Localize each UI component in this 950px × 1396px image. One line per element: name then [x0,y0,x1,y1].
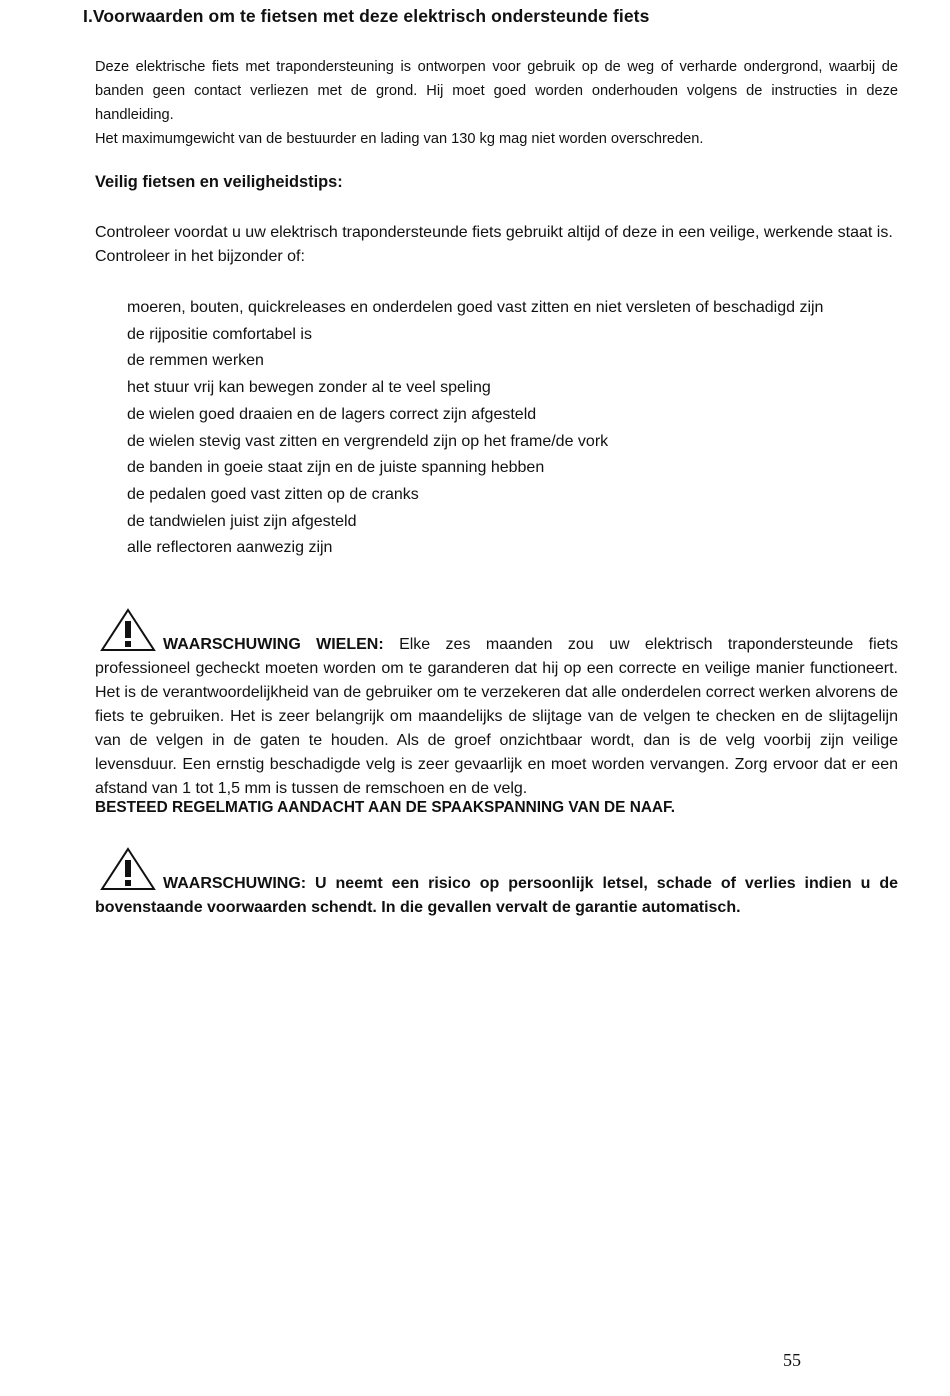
list-item: de remmen werken [127,352,264,370]
intro-paragraph-1: Deze elektrische fiets met trapondersteuning is ontworpen voor gebruik op de weg of verharde ondergrond, waarbij de banden geen contact verliezen met de grond. Hij moet goed worden onderhouden volgens de instructies in deze handleiding. [95,59,898,123]
check-intro: Controleer voordat u uw elektrisch trapondersteunde fiets gebruikt altijd of deze in een veilige, werkende staat is. Controleer in het bijzonder of: [95,224,893,265]
list-item: moeren, bouten, quickreleases en onderdelen goed vast zitten en niet versleten of beschadigd zijn [127,299,824,316]
list-item: alle reflectoren aanwezig zijn [127,539,333,557]
warning-general-text: WAARSCHUWING: U neemt een risico op persoonlijk letsel, schade of verlies indien u de bovenstaande voorwaarden schendt. In die gevallen vervalt de garantie automatisch. [95,875,898,916]
section-title: I.Voorwaarden om te fietsen met deze elektrisch ondersteunde fiets [83,6,650,26]
spoke-tension-note: BESTEED REGELMATIG AANDACHT AAN DE SPAAKSPANNING VAN DE NAAF. [95,799,676,816]
page-number: 55 [783,1350,801,1370]
list-item: de wielen goed draaien en de lagers correct zijn afgesteld [127,405,537,423]
intro-text [95,55,898,151]
warning-general [95,847,898,920]
warning-triangle-icon [99,847,157,891]
warning-triangle-icon [99,608,157,652]
safety-heading: Veilig fietsen en veiligheidstips: [95,173,343,191]
list-item: de wielen stevig vast zitten en vergrendeld zijn op het frame/de vork [127,432,609,450]
list-item: het stuur vrij kan bewegen zonder al te veel speling [127,379,491,397]
warning-wheels-text: Elke zes maanden zou uw elektrisch trapondersteunde fiets professioneel gecheckt moeten worden om te garanderen dat hij op een correcte en veilige manier functioneert. Het is de verantwoordelijkheid van de gebruiker om te verzekeren dat alle onderdelen correct werken alvorens de fiets te gebruiken. Het is zeer belangrijk om maandelijks de slijtage van de velgen te checken en de slijtagelijn van de velgen in de gaten te houden. Als de groef onzichtbaar wordt, dan is de velg voorbij zijn veilige levensduur. Een ernstig beschadigde velg is zeer gevaarlijk en moet worden vervangen. Zorg ervoor dat er een afstand van 1 tot 1,5 mm is tussen de remschoen en de velg. [95,636,898,797]
list-item: de banden in goeie staat zijn en de juiste spanning hebben [127,459,545,477]
intro-paragraph-2: Het maximumgewicht van de bestuurder en lading van 130 kg mag niet worden overschreden. [95,131,704,147]
list-item: de tandwielen juist zijn afgesteld [127,512,357,530]
warning-wheels [95,608,898,801]
list-item: de pedalen goed vast zitten op de cranks [127,485,419,503]
warning-wheels-label: WAARSCHUWING WIELEN: [163,636,384,653]
list-item: de rijpositie comfortabel is [127,325,312,343]
safety-checklist [127,295,823,562]
